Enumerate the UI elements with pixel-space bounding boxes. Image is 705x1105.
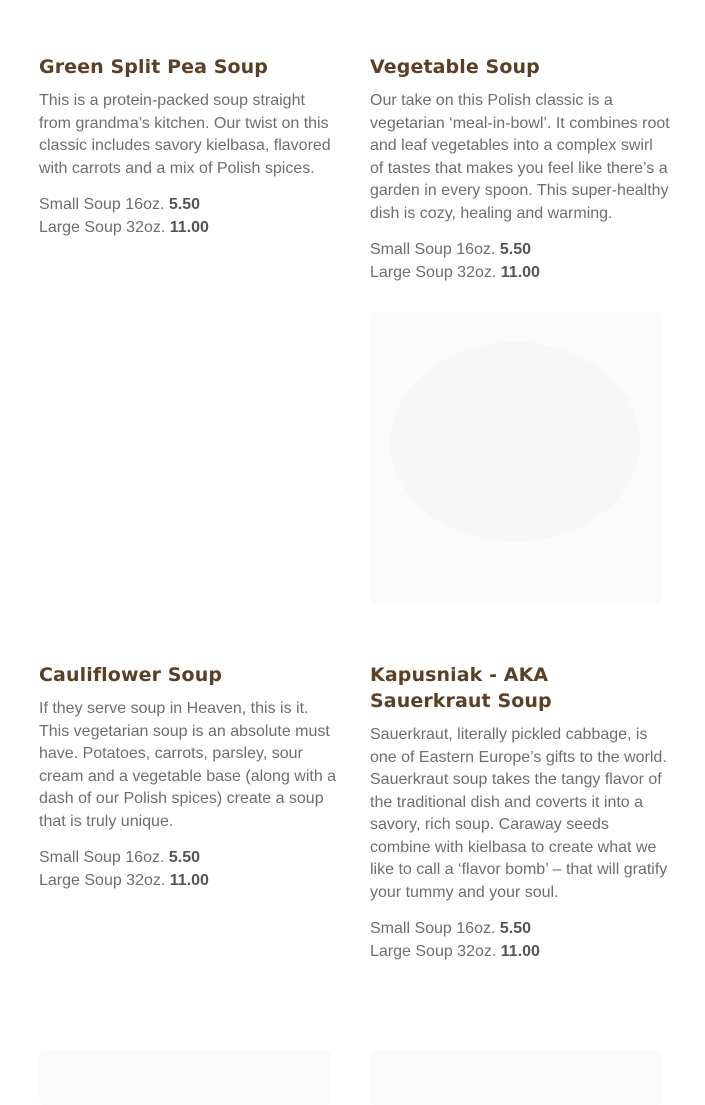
price-small: [39, 194, 339, 217]
price-small: [370, 239, 670, 262]
size-price: 5.50: [499, 920, 531, 937]
price-large: [370, 941, 670, 964]
price-small: [39, 847, 339, 870]
size-price: 5.50: [168, 849, 200, 866]
item-title: Kapusniak - AKA Sauerkraut Soup: [370, 664, 552, 712]
menu-item-vegetable: [370, 54, 670, 284]
size-label: Small Soup 16oz.: [370, 920, 496, 937]
menu-item-green-split-pea: [39, 54, 339, 239]
size-label: Large Soup 32oz.: [370, 263, 497, 281]
size-label: Large Soup 32oz.: [39, 871, 166, 889]
faded-soup-image-bottom-right: [370, 1050, 662, 1105]
item-title: Cauliflower Soup: [39, 664, 223, 686]
menu-item-cauliflower: [39, 662, 339, 892]
item-title: Green Split Pea Soup: [39, 56, 268, 78]
item-title: Vegetable Soup: [370, 56, 540, 78]
item-description: Sauerkraut, literally pickled cabbage, is one of Eastern Europe’s gifts to the world. Sauerkraut soup takes the tangy flavor of the traditional dish and coverts it into a savory, rich soup. Caraway seeds combine with kielbasa to create what we like to call a ‘flavor bomb’ – that will gratify your tummy and your soul.: [370, 726, 668, 901]
price-large: [39, 217, 339, 240]
size-price: 11.00: [169, 218, 209, 236]
faded-soup-image-bottom-left: [39, 1050, 331, 1105]
size-label: Small Soup 16oz.: [39, 196, 165, 213]
price-large: [39, 870, 339, 893]
menu-item-kapusniak: [370, 662, 670, 963]
size-price: 5.50: [168, 196, 200, 213]
size-price: 11.00: [169, 871, 209, 889]
price-small: [370, 918, 670, 941]
size-label: Small Soup 16oz.: [370, 241, 496, 258]
size-label: Small Soup 16oz.: [39, 849, 165, 866]
size-label: Large Soup 32oz.: [39, 218, 166, 236]
size-label: Large Soup 32oz.: [370, 942, 497, 960]
item-description: This is a protein-packed soup straight from grandma’s kitchen. Our twist on this classic includes savory kielbasa, flavored with carrots and a mix of Polish spices.: [39, 92, 331, 177]
item-description: If they serve soup in Heaven, this is it. This vegetarian soup is an absolute must have. Potatoes, carrots, parsley, sour cream and a vegetable base (along with a dash of our Polish spices) create a soup that is truly unique.: [39, 700, 337, 830]
faded-soup-image: [370, 312, 662, 604]
item-description: Our take on this Polish classic is a vegetarian ‘meal-in-bowl’. It combines root and leaf vegetables into a complex swirl of tastes that makes you feel like there’s a garden in every spoon. This super-healthy dish is cozy, healing and warming.: [370, 92, 670, 222]
size-price: 11.00: [500, 942, 540, 960]
size-price: 11.00: [500, 263, 540, 281]
price-large: [370, 262, 670, 285]
faded-bowl-shape: [390, 342, 640, 542]
size-price: 5.50: [499, 241, 531, 258]
